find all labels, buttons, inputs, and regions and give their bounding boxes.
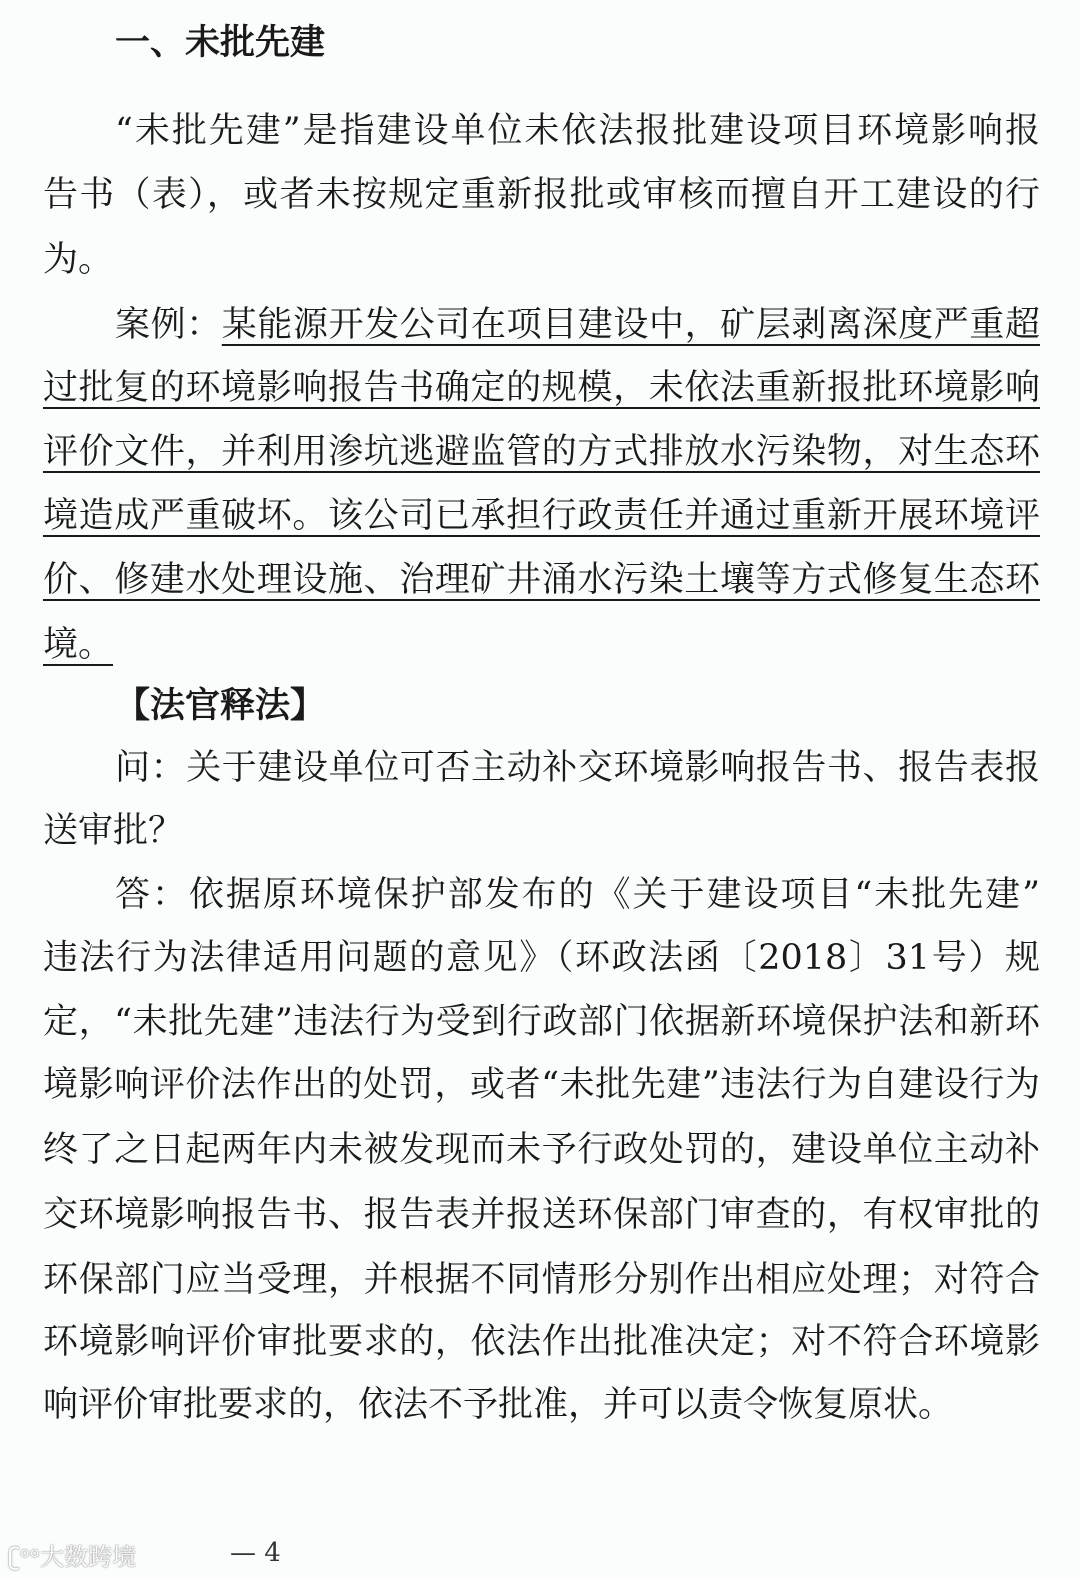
definition-line: 告书（表），或者未按规定重新报批或审核而擅自开工建设的行 — [43, 175, 1040, 215]
case-label: 案例： — [115, 305, 222, 345]
question-line: 送审批？ — [43, 811, 184, 851]
answer-line: 响评价审批要求的，依法不予批准，并可以责令恢复原状。 — [43, 1385, 954, 1425]
page-number: — 4 — [230, 1538, 281, 1568]
section-label: 【法官释法】 — [115, 685, 326, 726]
answer-line: 违法行为法律适用问题的意见》（环政法函〔2018〕31号）规 — [43, 938, 1040, 978]
definition-line: “未批先建”是指建设单位未依法报批建设项目环境影响报 — [115, 111, 1040, 151]
answer-line: 答：依据原环境保护部发布的《关于建设项目“未批先建” — [115, 875, 1040, 915]
case-line — [43, 620, 1040, 670]
watermark-text: 大数跨境 — [40, 1543, 137, 1571]
answer-line: 境影响评价法作出的处罚，或者“未批先建”违法行为自建设行为 — [43, 1065, 1040, 1105]
answer-line: 交环境影响报告书、报告表并报送环保部门审查的，有权审批的 — [43, 1195, 1040, 1235]
case-line: 境造成严重破坏。该公司已承担行政责任并通过重新开展环境评 — [43, 496, 1040, 536]
watermark-logo — [8, 1537, 136, 1572]
case-line: 过批复的环境影响报告书确定的规模，未依法重新报批环境影响 — [43, 368, 1040, 408]
case-text: 境。 — [43, 625, 114, 665]
answer-line: 环境影响评价审批要求的，依法作出批准决定；对不符合环境影 — [43, 1322, 1040, 1362]
definition-line: 为。 — [43, 240, 114, 280]
watermark-icon: ʗᵒᵒ — [8, 1543, 41, 1571]
case-text: 某能源开发公司在项目建设中，矿层剥离深度严重超 — [221, 305, 1040, 345]
case-line — [115, 300, 1040, 350]
answer-line: 定，“未批先建”违法行为受到行政部门依据新环境保护法和新环 — [43, 1002, 1040, 1042]
answer-line: 环保部门应当受理，并根据不同情形分别作出相应处理；对符合 — [43, 1260, 1040, 1300]
question-line: 问：关于建设单位可否主动补交环境影响报告书、报告表报 — [115, 748, 1040, 788]
answer-line: 终了之日起两年内未被发现而未予行政处罚的，建设单位主动补 — [43, 1130, 1040, 1170]
case-line: 评价文件，并利用渗坑逃避监管的方式排放水污染物，对生态环 — [43, 432, 1040, 472]
case-line: 价、修建水处理设施、治理矿井涌水污染土壤等方式修复生态环 — [43, 560, 1040, 600]
section-heading: 一、未批先建 — [115, 23, 326, 63]
